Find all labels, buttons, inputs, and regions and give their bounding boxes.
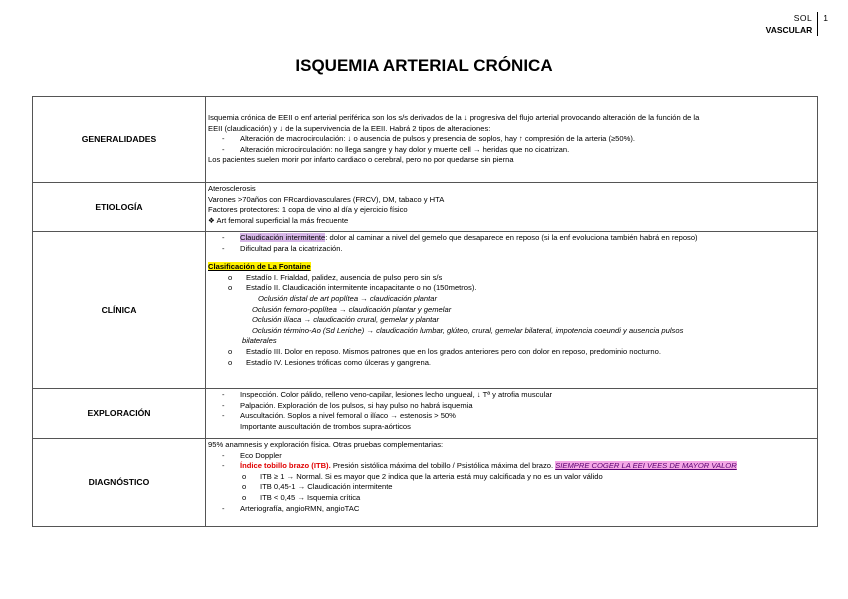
section-content-generalidades	[206, 97, 818, 183]
list-item	[208, 504, 815, 515]
list-item	[208, 401, 815, 412]
list-item-text: Presión sistólica máxima del tobillo / Psistólica máxima del brazo.	[330, 461, 556, 471]
dash-bullet: -	[222, 233, 225, 242]
list-item-text: Estadío I. Frialdad, palidez, ausencia de pulso pero sin s/s	[246, 272, 443, 282]
section-content-diagnostico	[206, 439, 818, 527]
dash-bullet: -	[222, 144, 225, 154]
list-item-text: ITB ≥ 1 → Normal. Si es mayor que 2 indica que la arteria está muy calcificada y no es un valor válido	[260, 471, 603, 481]
dash-bullet: -	[222, 390, 225, 399]
list-item-text: Palpación. Exploración de los pulsos, si hay pulso no habrá isquemia	[240, 400, 473, 410]
sub-item: Oclusión femoro-poplítea → claudicación plantar y gemelar	[252, 304, 452, 314]
section-content-exploracion	[206, 389, 818, 439]
sub-item-continuation: bilaterales	[242, 336, 277, 346]
circle-bullet: o	[242, 471, 247, 481]
row-exploracion	[33, 389, 818, 439]
itb-term: Índice tobillo brazo (ITB).	[240, 461, 331, 471]
dash-bullet: -	[222, 243, 225, 253]
list-item	[208, 461, 815, 472]
list-item-text: Arteriografía, angioRMN, angioTAC	[240, 503, 360, 513]
list-item	[208, 493, 815, 504]
list-item	[208, 273, 815, 284]
document-title: ISQUEMIA ARTERIAL CRÓNICA	[295, 56, 553, 75]
itb-highlight-note: SIEMPRE COGER LA EEI VEES DE MAYOR VALOR	[555, 461, 737, 471]
list-item	[208, 472, 815, 483]
text-line: Los pacientes suelen morir por infarto cardiaco o cerebral, pero no por quedarse sin pierna	[208, 155, 514, 165]
subheading-la-fontaine: Clasificación de La Fontaine	[208, 262, 311, 272]
circle-bullet: o	[228, 272, 233, 282]
dash-bullet: -	[222, 411, 225, 421]
section-label-generalidades: GENERALIDADES	[33, 97, 206, 183]
text-line: Isquemia crónica de EEII o enf arterial periférica son los s/s derivados de la ↓ progresiva del flujo arterial provocando alteración de la función de la	[208, 113, 700, 123]
list-item	[208, 244, 815, 255]
list-item	[208, 451, 815, 462]
highlighted-term: Claudicación intermitente	[240, 233, 326, 242]
dash-bullet: -	[222, 503, 225, 513]
circle-bullet: o	[228, 357, 233, 367]
circle-bullet: o	[242, 492, 247, 502]
section-content-clinica	[206, 232, 818, 389]
list-item	[208, 358, 815, 369]
text-line: ❖ Art femoral superficial la más frecuente	[208, 215, 349, 225]
list-item-text: Inspección. Color pálido, relleno veno-capilar, lesiones lecho ungueal, ↓ Tª y atrofia muscular	[240, 390, 553, 399]
section-label-clinica: CLÍNICA	[33, 232, 206, 389]
list-item-text: Alteración de macrocirculación: ↓ o ausencia de pulsos y presencia de soplos, hay ↑ compresión de la arteria (≥50%).	[240, 134, 636, 144]
list-item-text: Importante auscultación de trombos supra-aórticos	[240, 421, 411, 431]
page-header	[766, 12, 828, 36]
circle-bullet: o	[228, 346, 233, 356]
dash-bullet: -	[222, 134, 225, 144]
text-line: 95% anamnesis y exploración física. Otras pruebas complementarias:	[208, 440, 444, 449]
list-item	[208, 482, 815, 493]
section-label-diagnostico: DIAGNÓSTICO	[33, 439, 206, 527]
text-line: Aterosclerosis	[208, 184, 256, 193]
list-item-text: ITB 0,45-1 → Claudicación intermitente	[260, 482, 393, 492]
section-label-etiologia: ETIOLOGÍA	[33, 183, 206, 232]
list-item-text: Estadío III. Dolor en reposo. Mismos patrones que en los grados anteriores pero con dolor en reposo, predominio nocturno.	[246, 346, 661, 356]
section-content-etiologia	[206, 183, 818, 232]
row-etiologia	[33, 183, 818, 232]
content-table	[32, 96, 818, 527]
list-item-text: Dificultad para la cicatrización.	[240, 243, 343, 253]
dash-bullet: -	[222, 450, 225, 460]
list-item-text: : dolor al caminar a nivel del gemelo que desaparece en reposo (si la enf evoluciona también habrá en reposo)	[325, 233, 698, 242]
dash-bullet: -	[222, 400, 225, 410]
sub-item: Oclusión distal de art poplítea → claudicación plantar	[258, 293, 437, 303]
list-item-text: Estadío IV. Lesiones tróficas como úlceras y gangrena.	[246, 357, 432, 367]
row-clinica	[33, 232, 818, 389]
header-labels	[766, 12, 819, 36]
header-author: SOL	[793, 13, 813, 23]
page-number: 1	[823, 13, 828, 23]
list-item	[208, 134, 815, 145]
circle-bullet: o	[228, 283, 233, 293]
text-line: Factores protectores: 1 copa de vino al día y ejercicio físico	[208, 205, 408, 215]
list-item-text: Estadío II. Claudicación intermitente incapacitante o no (150metros).	[246, 283, 477, 293]
section-label-exploracion: EXPLORACIÓN	[33, 389, 206, 439]
list-item-text: Alteración microcirculación: no llega sangre y hay dolor y muerte cell → heridas que no cicatrizan.	[240, 144, 570, 154]
row-diagnostico	[33, 439, 818, 527]
circle-bullet: o	[242, 482, 247, 492]
list-item	[208, 390, 815, 401]
sub-item: Oclusión término-Ao (Sd Leriche) → claudicación lumbar, glúteo, crural, gemelar bilateral, impotencia coeundi y ausencia pulsos	[252, 325, 684, 335]
text-line: Varones >70años con FRcardiovasculares (FRCV), DM, tabaco y HTA	[208, 194, 445, 204]
list-item	[208, 422, 815, 433]
list-item	[208, 145, 815, 156]
list-item	[208, 283, 815, 294]
list-item-text: Eco Doppler	[240, 450, 282, 460]
row-generalidades	[33, 97, 818, 183]
list-item	[208, 233, 815, 244]
list-item-text: ITB < 0,45 → Isquemia crítica	[260, 492, 361, 502]
list-item	[208, 411, 815, 422]
text-line: EEII (claudicación) y ↓ de la supervivencia de la EEII. Habrá 2 tipos de alteraciones:	[208, 123, 491, 133]
list-item	[208, 347, 815, 358]
sub-item: Oclusión ilíaca → claudicación crural, gemelar y plantar	[252, 315, 439, 325]
dash-bullet: -	[222, 461, 225, 471]
header-subject: VASCULAR	[765, 25, 813, 35]
list-item-text: Auscultación. Soplos a nivel femoral o ilíaco → estenosis > 50%	[240, 411, 456, 421]
